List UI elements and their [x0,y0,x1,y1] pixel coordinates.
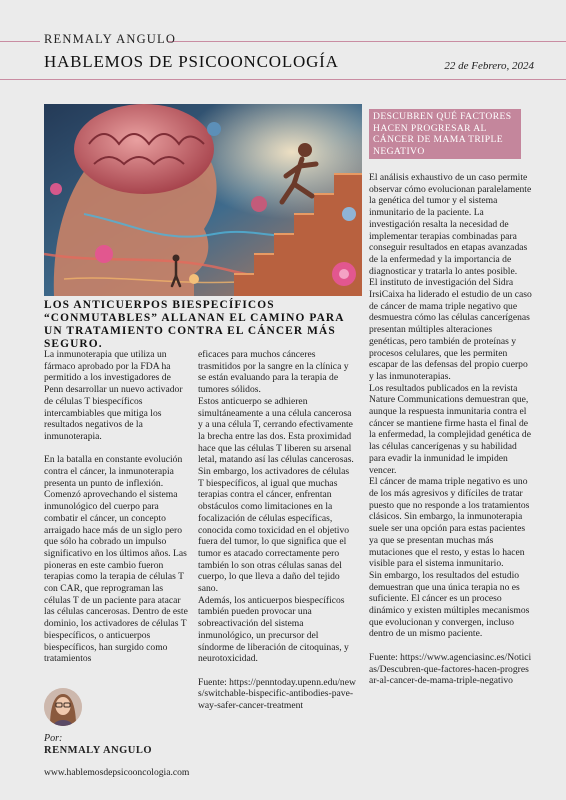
author-avatar [44,688,82,726]
title-underline [0,79,566,80]
footer-author: RENMALY ANGULO [44,745,153,756]
main-article-source: Fuente: https://penntoday.upenn.edu/news/switchable-bispecific-antibodies-pave-way-safer-cancer-treatment [198,676,356,712]
main-article-column-1 [44,349,190,665]
hero-illustration-svg [44,104,362,296]
top-rule-left [0,41,40,42]
main-article-paragraph: La inmunoterapia que utiliza un fármaco aprobado por la FDA ha permitido a los investigadores de Penn desarrollar un nuevo activador de células T biespecíficos intercambiables que mitiga los resultados negativos de la inmunoterapia. [44,349,183,442]
main-article-column-2 [198,349,356,712]
main-article-headline: LOS ANTICUERPOS BIESPECÍFICOS “CONMUTABLES” ALLANAN EL CAMINO PARA UN TRATAMIENTO CONTRA EL CÁNCER MÁS SEGURO. [44,299,344,350]
main-article-paragraph: Además, los anticuerpos biespecíficos también pueden provocar una sobreactivación del sistema inmunológico, un precursor del síndorme de liberación de citoquinas, y neurotoxicidad. [198,594,349,665]
footer-website: www.hablemosdepsicooncologia.com [44,767,190,778]
side-article-paragraph: El cáncer de mama triple negativo es uno de los más agresivos y difíciles de tratar puesto que no responde a los tratamientos clásicos. Sin embargo, la inmunoterapia suele ser una opción para estas pacientes ya que se presentan muchas más mutaciones que el resto, y estas lo hacen visible para el sistema inmunitario. [369,476,530,570]
side-article-paragraph: Sin embargo, los resultados del estudio demuestran que una única terapia no es suficiente. El cáncer es un proceso dinámico y existen múltiples mecanismos que evolucionan y convergen, incluso dentro de un mismo paciente. [369,569,530,640]
side-article-paragraph: El análisis exhaustivo de un caso permite observar cómo evolucionan paralelamente la genética del tumor y el sistema inmunitario de la paciente. La investigación resalta la necesidad de implementar terapias combinadas para conseguir resultados en etapas avanzadas de la enfermedad y la importancia de diagnosticar y tratarla lo antes posible. [369,172,532,277]
magazine-title: HABLEMOS DE PSICOONCOLOGÍA [44,52,339,71]
main-article-paragraph: eficaces para muchos cánceres trasmitidos por la sangre en la clínica y se están evaluando para la terapia de tumores sólidos. [198,349,349,396]
top-rule-right [168,41,566,42]
hero-illustration [44,104,362,296]
author-avatar-svg [44,688,82,726]
main-article-paragraph: En la batalla en constante evolución contra el cáncer, la inmunoterapia presenta un punto de inflexión. Comenzó aprovechando el sistema inmunológico del cuerpo para combatir el cáncer, un concepto arraigado hace más de un siglo pero que sólo ha cobrado un impulso significativo en los últimos años. Las pioneras en este cambio fueron terapias como la terapia de células T con CAR, que reprograman las células T de un paciente para atacar las células cancerosas. Dentro de este dominio, los activadores de células T biespecíficos, o anticuerpos biespecíficos, han surgido como tratamientos [44,454,188,665]
main-article-paragraph: Estos anticuerpo se adhieren simultáneamente a una célula cancerosa y a una célula T, cerrando efectivamente la brecha entre las dos. Esta proximidad hace que las células T liberen su arsenal letal, matando así las células cancerosas. Sin embargo, los activadores de células T biespecíficos, al igual que muchas terapias contra el cáncer, enfrentan obstáculos como limitaciones en la focalización de células específicas, conocida como toxicidad en el objetivo fuera del tumor, lo que significa que el tumor es atacado correctamente pero también lo son otras células sanas del cuerpo, lo que lleva a daño del tejido sano. [198,395,354,595]
side-article-body [369,172,532,687]
side-article-headline: DESCUBREN QUÉ FACTORES HACEN PROGRESAR AL CÁNCER DE MAMA TRIPLE NEGATIVO [369,109,521,159]
side-article-source: Fuente: https://www.agenciasinc.es/Noticias/Descubren-que-factores-hacen-progresar-al-cancer-de-mama-triple-negativo [369,651,532,687]
header-author: RENMALY ANGULO [44,32,177,46]
side-article-paragraph: Los resultados publicados en la revista Nature Communications demuestran que, aunque la respuesta inmunitaria contra el cáncer se mantiene firme hasta el final de la enfermedad, la complejidad genética de las células cancerígenas y su habilidad para evadir la inmunidad le impiden vencer. [369,382,531,476]
byline-label: Por: [44,733,63,744]
issue-date: 22 de Febrero, 2024 [444,60,534,72]
side-article-paragraph: El instituto de investigación del Sidra IrsiCaixa ha liderado el estudio de un caso de cáncer de mama triple negativo que desmuestra cómo las células cancerígenas presentan múltiples alteraciones genéticas, pero también de proteínas y procesos celulares, que les permiten escapar de las defensas del propio cuerpo y las inmunoterapias. [369,277,532,382]
